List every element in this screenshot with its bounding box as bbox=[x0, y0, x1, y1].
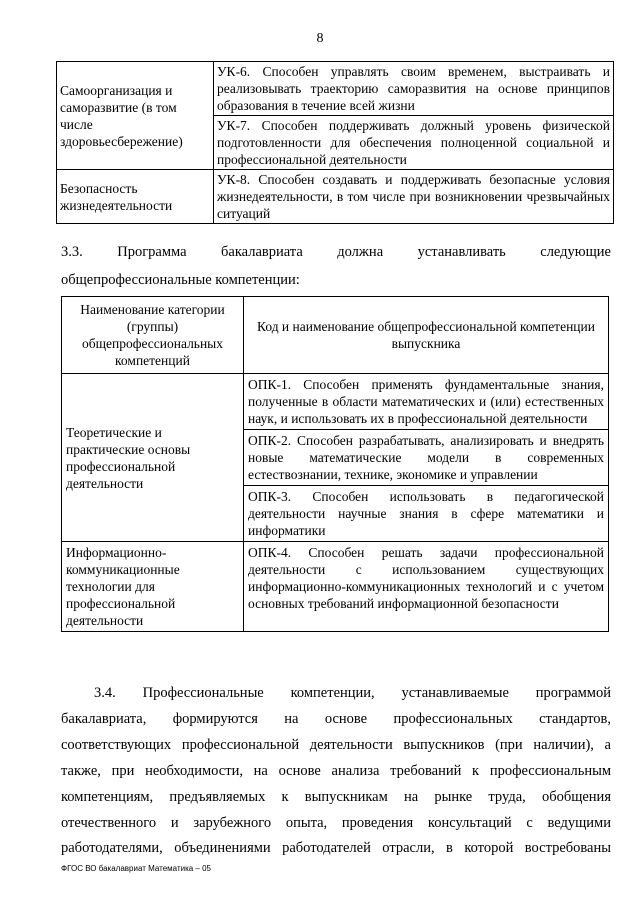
general-professional-competences-table bbox=[61, 296, 609, 632]
section-3-4-line: 3.4. Профессиональные компетенции, устанавливаемые программой bbox=[94, 685, 611, 701]
section-3-4-line: работодателями, объединениями работодателей отрасли, в которой востребованы bbox=[61, 840, 611, 856]
section-3-4-line: бакалавриата, формируются на основе профессиональных стандартов, bbox=[61, 711, 611, 727]
document-footer: ФГОС ВО бакалавриат Математика – 05 bbox=[61, 864, 211, 873]
category-cell: Безопасность жизнедеятельности bbox=[57, 170, 214, 224]
competence-cell: УК-7. Способен поддерживать должный уровень физической подготовленности для обеспечения полноценной социальной и профессиональной деятельности bbox=[214, 116, 614, 170]
competence-cell: ОПК-4. Способен решать задачи профессиональной деятельности с использованием существующих информационно-коммуникационных технологий и с учетом основных требований информационной безопасности bbox=[244, 542, 609, 632]
table-row bbox=[62, 542, 609, 632]
category-cell: Теоретические и практические основы профессиональной деятельности bbox=[62, 374, 244, 542]
section-3-4-line: компетенциям, предъявляемых к выпускникам на рынке труда, обобщения bbox=[61, 789, 611, 805]
competence-cell: ОПК-1. Способен применять фундаментальные знания, полученные в области математических и (или) естественных наук, и использовать их в профессиональной деятельности bbox=[244, 374, 609, 430]
category-cell: Самоорганизация и саморазвитие (в том числе здоровьесбережение) bbox=[57, 62, 214, 170]
competence-cell: ОПК-2. Способен разрабатывать, анализировать и внедрять новые математические модели в современных естествознании, технике, экономике и управлении bbox=[244, 430, 609, 486]
competence-cell: УК-8. Способен создавать и поддерживать безопасные условия жизнедеятельности, в том числе при возникновении чрезвычайных ситуаций bbox=[214, 170, 614, 224]
competence-cell: ОПК-3. Способен использовать в педагогической деятельности научные знания в сфере математики и информатики bbox=[244, 486, 609, 542]
category-cell: Информационно-коммуникационные технологии для профессиональной деятельности bbox=[62, 542, 244, 632]
table-header-row bbox=[62, 297, 609, 374]
competence-cell: УК-6. Способен управлять своим временем, выстраивать и реализовывать траекторию саморазвития на основе принципов образования в течение всей жизни bbox=[214, 62, 614, 116]
universal-competences-table bbox=[56, 61, 614, 224]
header-category: Наименование категории (группы) общепрофессиональных компетенций bbox=[62, 297, 244, 374]
section-3-3-line: общепрофессиональные компетенции: bbox=[61, 272, 300, 288]
header-code: Код и наименование общепрофессиональной компетенции выпускника bbox=[244, 297, 609, 374]
section-3-3-line: 3.3. Программа бакалавриата должна устанавливать следующие bbox=[61, 244, 611, 260]
page-number: 8 bbox=[316, 31, 324, 46]
section-3-4-line: соответствующих профессиональной деятельности выпускников (при наличии), а bbox=[61, 737, 611, 753]
section-3-4-line: отечественного и зарубежного опыта, проведения консультаций с ведущими bbox=[61, 815, 611, 831]
table-row bbox=[62, 374, 609, 430]
section-3-4-line: также, при необходимости, на основе анализа требований к профессиональным bbox=[61, 763, 611, 779]
table-row bbox=[57, 62, 614, 116]
table-row bbox=[57, 170, 614, 224]
